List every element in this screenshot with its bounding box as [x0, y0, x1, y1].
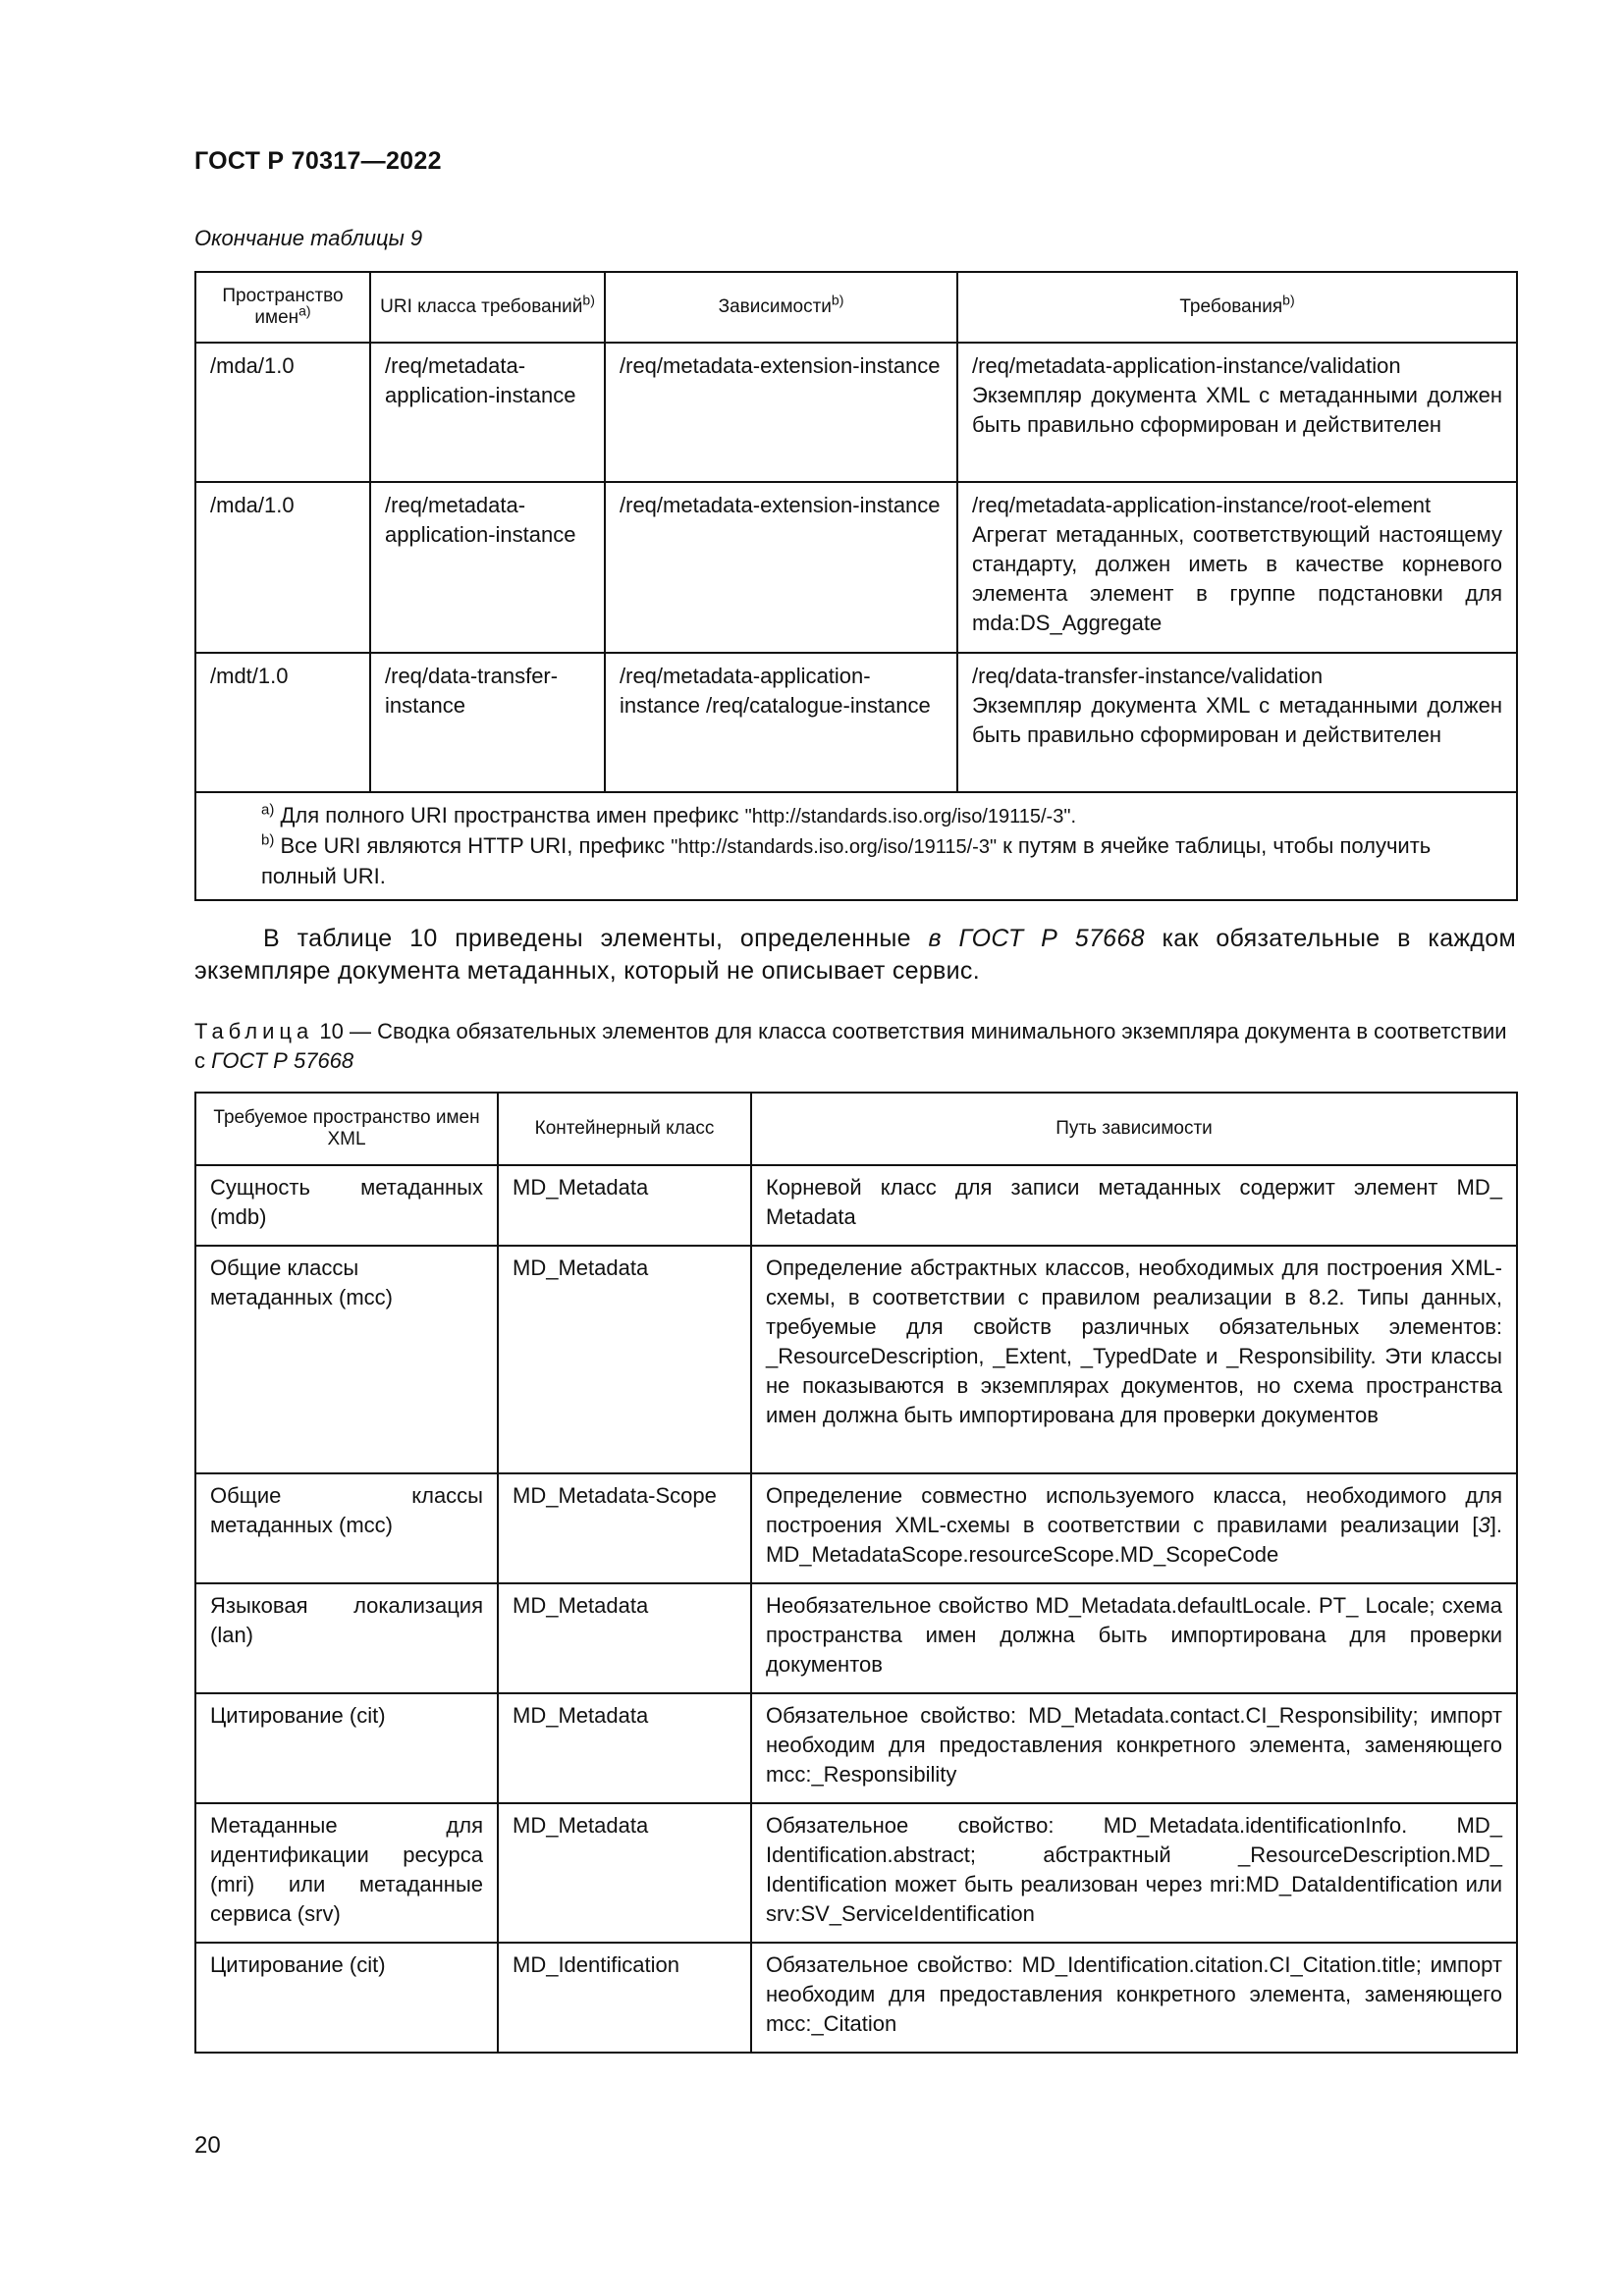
table-row	[195, 482, 1517, 653]
note-b-url: "http://standards.iso.org/iso/19115/-3"	[671, 836, 998, 858]
namespace-cell: Цитирование (cit)	[195, 1943, 498, 2053]
column-header-label: Зависимости	[718, 296, 832, 317]
namespace-cell: /mda/1.0	[195, 343, 370, 482]
column-header	[370, 272, 605, 343]
namespace-cell: Языковая локализация (lan)	[195, 1583, 498, 1693]
dependencies-cell: /req/metadata-extension-instance	[605, 482, 957, 653]
note-b-tail: к путям в ячейке таблицы, чтобы получить полный URI.	[261, 833, 1432, 888]
path-cell: Обязательное свойство: MD_Metadata.identificationInfo. MD_ Identification.abstract; абстрактный _ResourceDescription.MD_ Identification может быть реализован через mri:MD_DataIdentification или srv:SV_ServiceIdentification	[751, 1803, 1517, 1943]
table-9	[194, 271, 1518, 901]
table10-title-reference: ГОСТ Р 57668	[211, 1048, 354, 1073]
column-header	[957, 272, 1517, 343]
requirement-text: Экземпляр документа XML с метаданными должен быть правильно сформирован и действителен	[972, 383, 1502, 437]
paragraph-text-after: как обязательные в каждом экземпляре документа метаданных, который не описывает сервис.	[194, 925, 1516, 985]
path-cell: Корневой класс для записи метаданных содержит элемент MD_ Metadata	[751, 1165, 1517, 1246]
path-cell: Обязательное свойство: MD_Identification.citation.CI_Citation.title; импорт необходим для предоставления конкретного элемента, заменяющего mcc:_Citation	[751, 1943, 1517, 2053]
container-cell: MD_Identification	[498, 1943, 751, 2053]
column-header-label: Пространство имен	[222, 286, 344, 328]
table10-title-text: — Сводка обязательных элементов для класса соответствия минимального экземпляра документа в соответствии с	[194, 1019, 1507, 1073]
table-row	[195, 1473, 1517, 1583]
container-cell: MD_Metadata	[498, 1165, 751, 1246]
requirement-text: Агрегат метаданных, соответствующий настоящему стандарту, должен иметь в качестве корневого элемента элемент в группе подстановки для mda:DS_Aggregate	[972, 522, 1502, 635]
note-b-text: Все URI являются HTTP URI, префикс	[280, 833, 666, 858]
standard-header: ГОСТ Р 70317—2022	[194, 147, 442, 175]
table-row	[195, 1803, 1517, 1943]
column-header: Путь зависимости	[751, 1093, 1517, 1165]
note-a-url: "http://standards.iso.org/iso/19115/-3".	[744, 806, 1076, 828]
path-cell: Определение абстрактных классов, необходимых для построения XML-схемы, в соответствии с правилом реализации в 8.2. Типы данных, требуемые для свойств различных обязательных элементов: _ResourceDescription, _Extent, _TypedDate и _Responsibility. Эти классы не показываются в экземплярах документов, но схема пространства имен должна быть импортирована для проверки документов	[751, 1246, 1517, 1473]
namespace-cell: /mdt/1.0	[195, 653, 370, 792]
table-row	[195, 1943, 1517, 2053]
table-row	[195, 1583, 1517, 1693]
bibliography-reference: 3	[1478, 1513, 1490, 1537]
container-cell: MD_Metadata-Scope	[498, 1473, 751, 1583]
path-cell: Необязательное свойство MD_Metadata.defaultLocale. PT_ Locale; схема пространства имен должна быть импортирована для проверки документов	[751, 1583, 1517, 1693]
path-text-before: Определение совместно используемого класса, необходимого для построения XML-схемы в соответствии с правилами реализации [	[766, 1483, 1502, 1537]
column-header: Требуемое пространство имен XML	[195, 1093, 498, 1165]
table10-title-number: 10	[319, 1019, 344, 1043]
table9-continuation-caption: Окончание таблицы 9	[194, 226, 423, 250]
path-text-after: ]. MD_MetadataScope.resourceScope.MD_ScopeCode	[766, 1513, 1502, 1567]
column-header-label: URI класса требований	[380, 296, 583, 317]
namespace-cell: Метаданные для идентификации ресурса (mri) или метаданные сервиса (srv)	[195, 1803, 498, 1943]
container-cell: MD_Metadata	[498, 1246, 751, 1473]
requirement-cell	[957, 653, 1517, 792]
table-row	[195, 1693, 1517, 1803]
uri-cell: /req/metadata-application-instance	[370, 343, 605, 482]
note-a-text: Для полного URI пространства имен префикс	[280, 803, 739, 828]
body-paragraph	[194, 923, 1516, 988]
paragraph-reference: в ГОСТ Р 57668	[928, 925, 1145, 952]
paragraph-text-before: В таблице 10 приведены элементы, определенные	[263, 925, 911, 952]
dependencies-cell: /req/metadata-extension-instance	[605, 343, 957, 482]
table10-title	[194, 1017, 1516, 1076]
table-10	[194, 1092, 1518, 2054]
namespace-cell: /mda/1.0	[195, 482, 370, 653]
container-cell: MD_Metadata	[498, 1803, 751, 1943]
table-row	[195, 1165, 1517, 1246]
dependencies-cell: /req/metadata-application-instance /req/catalogue-instance	[605, 653, 957, 792]
namespace-cell: Сущность метаданных (mdb)	[195, 1165, 498, 1246]
table-row	[195, 653, 1517, 792]
container-cell: MD_Metadata	[498, 1583, 751, 1693]
requirement-cell	[957, 343, 1517, 482]
table-row	[195, 343, 1517, 482]
note-a-mark: a)	[261, 801, 275, 819]
column-header-label: Требования	[1179, 296, 1283, 317]
footnote-mark: b)	[582, 292, 595, 308]
table-header-row	[195, 1093, 1517, 1165]
footnote-mark: a)	[298, 302, 311, 319]
column-header	[195, 272, 370, 343]
note-b-mark: b)	[261, 831, 275, 849]
requirement-text: Экземпляр документа XML с метаданными должен быть правильно сформирован и действителен	[972, 693, 1502, 747]
page-number: 20	[194, 2132, 221, 2159]
footnote-mark: b)	[831, 292, 844, 308]
namespace-cell: Общие классы метаданных (mcc)	[195, 1246, 498, 1473]
column-header: Контейнерный класс	[498, 1093, 751, 1165]
table-row	[195, 1246, 1517, 1473]
requirement-id: /req/data-transfer-instance/validation	[972, 664, 1324, 688]
table-notes	[195, 792, 1517, 900]
requirement-cell	[957, 482, 1517, 653]
footnote-mark: b)	[1282, 292, 1295, 308]
table10-title-label: Таблица	[194, 1019, 314, 1043]
column-header	[605, 272, 957, 343]
uri-cell: /req/data-transfer-instance	[370, 653, 605, 792]
requirement-id: /req/metadata-application-instance/validation	[972, 353, 1401, 378]
namespace-cell: Общие классы метаданных (mcc)	[195, 1473, 498, 1583]
container-cell: MD_Metadata	[498, 1693, 751, 1803]
path-cell	[751, 1473, 1517, 1583]
uri-cell: /req/metadata-application-instance	[370, 482, 605, 653]
requirement-id: /req/metadata-application-instance/root-element	[972, 493, 1432, 517]
note-b	[210, 831, 1502, 891]
path-cell: Обязательное свойство: MD_Metadata.contact.CI_Responsibility; импорт необходим для предоставления конкретного элемента, заменяющего mcc:_Responsibility	[751, 1693, 1517, 1803]
table-notes-row	[195, 792, 1517, 900]
table-header-row	[195, 272, 1517, 343]
namespace-cell: Цитирование (cit)	[195, 1693, 498, 1803]
note-a	[210, 801, 1502, 831]
